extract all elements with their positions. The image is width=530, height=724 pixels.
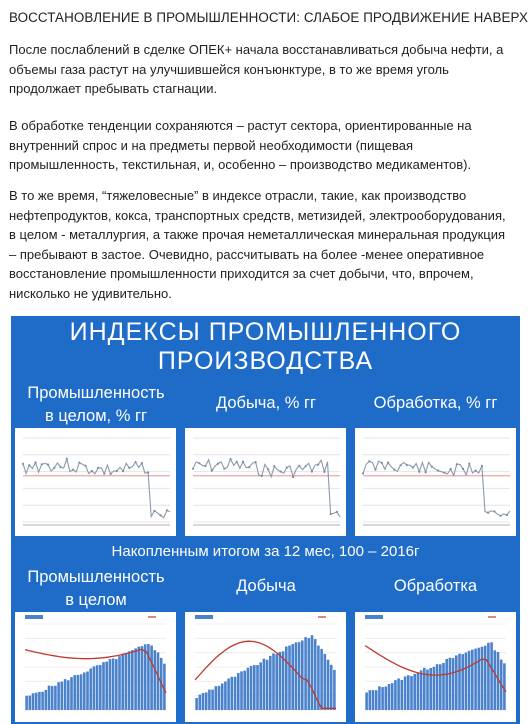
paragraph-line: После послаблений в сделке ОПЕК+ начала восстанавливаться добыча нефти, а	[9, 42, 504, 57]
chart-manufacturing-yoy	[355, 428, 516, 536]
bar	[199, 695, 202, 710]
paragraph-line: нисколько не удивительно.	[9, 285, 172, 301]
data-point	[204, 465, 206, 467]
chart-industry-yoy	[15, 428, 176, 536]
legend-swatch	[365, 615, 383, 619]
bar	[365, 693, 368, 711]
data-point	[418, 471, 420, 473]
bar	[385, 687, 388, 711]
data-point	[217, 463, 219, 465]
data-point	[128, 467, 130, 469]
data-point	[66, 458, 68, 460]
data-point	[141, 462, 143, 464]
bar	[221, 684, 224, 711]
label-line: Промышленность	[27, 384, 165, 402]
paragraph-line: продолжает пребывать стагнации.	[9, 81, 218, 96]
bar	[333, 670, 336, 710]
bar	[93, 666, 96, 710]
label-line: в целом	[65, 591, 127, 609]
data-point	[487, 512, 489, 514]
bar	[288, 646, 291, 711]
bar	[378, 686, 381, 710]
bar	[118, 656, 121, 710]
bar	[243, 671, 246, 710]
bar	[452, 658, 455, 710]
bar	[413, 674, 416, 710]
bar	[115, 659, 118, 710]
data-point	[481, 465, 483, 467]
paragraph-line: промышленность, текстильная, и, особенно – производство медикаментов).	[9, 157, 472, 172]
data-point	[255, 461, 257, 463]
data-point	[273, 465, 275, 467]
bar	[48, 686, 51, 710]
bar	[70, 677, 73, 710]
data-point	[53, 467, 55, 469]
bar	[157, 652, 160, 710]
data-point	[317, 464, 319, 466]
bar	[324, 654, 327, 710]
bar	[154, 650, 157, 710]
bar	[494, 650, 497, 710]
data-point	[261, 475, 263, 477]
bar	[247, 668, 250, 710]
bar	[138, 647, 141, 710]
bar	[38, 692, 41, 710]
bar	[211, 690, 214, 710]
bar	[330, 665, 333, 710]
bar	[105, 662, 108, 710]
bar	[125, 653, 128, 710]
data-point	[450, 468, 452, 470]
bar	[61, 682, 64, 710]
bar	[83, 673, 86, 711]
paragraph-line: В то же время, “тяжеловесные” в индексе отрасли, такие, как производство	[9, 188, 467, 203]
bar	[433, 667, 436, 710]
bar	[208, 690, 211, 710]
bar	[478, 648, 481, 710]
data-point	[280, 470, 282, 472]
bar	[253, 665, 256, 710]
infographic-title-line: ПРОИЗВОДСТВА	[157, 347, 374, 375]
article-heading: ВОССТАНОВЛЕНИЕ В ПРОМЫШЛЕННОСТИ: СЛАБОЕ ПРОДВИЖЕНИЕ НАВЕРХ	[9, 10, 528, 25]
data-point	[500, 515, 502, 517]
bar	[150, 646, 153, 711]
bar	[128, 651, 131, 710]
bar-chart-thumbnail	[355, 612, 516, 722]
chart-mining-yoy	[185, 428, 346, 536]
bar	[304, 637, 307, 710]
line-chart-thumbnail	[185, 428, 346, 536]
bar	[279, 652, 282, 710]
bar	[144, 644, 147, 710]
bar	[445, 659, 448, 710]
data-point	[103, 473, 105, 475]
bar	[35, 693, 38, 710]
data-point	[475, 470, 477, 472]
bar	[455, 655, 458, 710]
bar	[51, 686, 54, 710]
bar	[64, 679, 67, 710]
data-point	[192, 468, 194, 470]
bar	[263, 659, 266, 710]
bar	[458, 654, 461, 710]
data-point	[387, 462, 389, 464]
bar	[41, 692, 44, 710]
data-point	[399, 464, 401, 466]
bar	[234, 677, 237, 710]
bar	[404, 676, 407, 710]
data-point	[85, 465, 87, 467]
bar	[266, 660, 269, 710]
data-point	[47, 464, 49, 466]
data-point	[147, 471, 149, 473]
data-point	[135, 461, 137, 463]
bar-chart-thumbnail	[185, 612, 346, 722]
bar	[80, 674, 83, 710]
data-point	[122, 470, 124, 472]
bar	[314, 639, 317, 710]
bar	[67, 680, 70, 710]
bar	[205, 692, 208, 710]
bar	[375, 690, 378, 710]
chart-manufacturing-cumulative	[355, 612, 516, 722]
infographic-subtitle: Накопленным итогом за 12 мес, 100 – 2016г	[111, 543, 420, 560]
data-point	[305, 465, 307, 467]
label-manufacturing-yoy	[351, 392, 520, 415]
bar	[224, 682, 227, 711]
bar	[410, 676, 413, 710]
data-point	[323, 471, 325, 473]
label-industry-cumulative	[11, 566, 181, 612]
bar	[89, 669, 92, 711]
label-line: Обработка	[393, 577, 478, 595]
bar	[275, 654, 278, 710]
data-point	[267, 468, 269, 470]
bar	[73, 675, 76, 710]
paragraph-line: нефтепродуктов, кокса, транспортных средств, метизидей, электрооборудования,	[9, 207, 506, 223]
bar	[474, 649, 477, 710]
bar	[391, 683, 394, 710]
bar	[311, 635, 314, 710]
label-line: в целом, % гг	[44, 407, 148, 425]
data-point	[198, 462, 200, 464]
bar	[102, 662, 105, 710]
data-point	[286, 467, 288, 469]
paragraph-line: в целом - металлургия, а также прочая неметаллическая минеральная продукция	[9, 227, 506, 242]
bar	[109, 659, 112, 710]
label-manufacturing-cumulative	[351, 575, 520, 598]
data-point	[34, 461, 36, 463]
data-point	[393, 469, 395, 471]
data-point	[292, 476, 294, 478]
bar	[468, 651, 471, 710]
legend-swatch	[195, 615, 213, 619]
chart-mining-cumulative	[185, 612, 346, 722]
bar	[45, 690, 48, 710]
data-point	[242, 461, 244, 463]
data-point	[406, 464, 408, 466]
data-point	[59, 466, 61, 468]
data-point	[91, 470, 93, 472]
data-point	[443, 472, 445, 474]
bar	[327, 660, 330, 710]
bar	[231, 677, 234, 710]
data-point	[336, 511, 338, 513]
bar	[218, 686, 221, 710]
data-point	[22, 463, 24, 465]
paragraph-line: восстановление промышленности приходится за счет добычи, что, впрочем,	[9, 266, 474, 281]
bar	[369, 690, 372, 710]
bar	[54, 686, 57, 710]
paragraph-3	[9, 186, 521, 303]
data-point	[153, 510, 155, 512]
bar	[215, 686, 218, 710]
data-point	[28, 464, 30, 466]
bar	[381, 687, 384, 710]
data-point	[425, 471, 427, 473]
bar	[112, 658, 115, 710]
data-point	[412, 467, 414, 469]
paragraph-line: объемы газа растут на улучшившейся конъюнктуре, в то же время уголь	[9, 61, 449, 77]
bar	[77, 675, 80, 710]
bar	[487, 643, 490, 710]
bar	[131, 650, 134, 710]
bar	[237, 673, 240, 710]
bar	[439, 664, 442, 710]
bar	[301, 641, 304, 711]
line-chart-thumbnail	[355, 428, 516, 536]
infographic-title-line: ИНДЕКСЫ ПРОМЫШЛЕННОГО	[69, 318, 462, 346]
bar	[291, 644, 294, 710]
bar	[99, 665, 102, 710]
bar	[436, 664, 439, 710]
bar	[490, 642, 493, 710]
bar	[259, 662, 262, 710]
data-point	[223, 468, 225, 470]
label-line: Добыча, % гг	[215, 394, 317, 412]
bar	[471, 650, 474, 710]
data-point	[116, 470, 118, 472]
bar	[269, 656, 272, 710]
bar	[240, 671, 243, 710]
bar	[449, 658, 452, 710]
bar	[250, 666, 253, 710]
bar	[465, 653, 468, 711]
data-point	[381, 462, 383, 464]
data-point	[493, 510, 495, 512]
label-line: Добыча	[236, 577, 296, 595]
label-mining-cumulative	[181, 575, 351, 598]
bar	[86, 672, 89, 711]
chart-industry-cumulative	[15, 612, 176, 722]
bar	[426, 670, 429, 711]
bar	[202, 693, 205, 710]
paragraph-line: В обработке тенденции сохраняются – растут сектора, ориентированные на	[9, 118, 472, 133]
bar	[96, 665, 99, 710]
bar	[394, 680, 397, 710]
bar	[461, 654, 464, 710]
data-point	[330, 513, 332, 515]
bar	[320, 649, 323, 710]
data-point	[72, 469, 74, 471]
data-point	[462, 468, 464, 470]
bar	[417, 673, 420, 710]
label-mining-yoy	[181, 392, 351, 415]
line-chart-thumbnail	[15, 428, 176, 536]
data-point	[374, 469, 376, 471]
label-industry-yoy	[11, 382, 181, 428]
bar	[388, 684, 391, 710]
legend-swatch	[25, 615, 43, 619]
bar	[29, 696, 32, 710]
data-point	[211, 470, 213, 472]
data-point	[229, 458, 231, 460]
data-point	[431, 466, 433, 468]
data-point	[236, 461, 238, 463]
bar	[481, 647, 484, 710]
bar	[227, 679, 230, 711]
paragraph-2	[9, 116, 521, 175]
bar	[134, 648, 137, 710]
bar	[503, 663, 506, 710]
paragraph-line: внутренний спрос и на предметы первой необходимости (пищевая	[9, 137, 414, 153]
bar	[141, 646, 144, 710]
bar	[25, 696, 28, 710]
bar	[397, 679, 400, 711]
bar	[308, 638, 311, 710]
bar	[285, 647, 288, 711]
label-line: Обработка, % гг	[373, 394, 498, 412]
data-point	[456, 463, 458, 465]
bar	[372, 690, 375, 710]
bar	[195, 698, 198, 710]
paragraph-1	[9, 40, 521, 99]
data-point	[437, 470, 439, 472]
data-point	[506, 514, 508, 516]
data-point	[468, 463, 470, 465]
data-point	[97, 467, 99, 469]
bar	[32, 693, 35, 710]
paragraph-line: – пребывают в застое. Очевидно, рассчитывать на более -менее оперативное	[9, 246, 485, 262]
label-line: Промышленность	[27, 568, 165, 586]
bar-chart-thumbnail	[15, 612, 176, 722]
bar	[407, 675, 410, 710]
bar	[256, 665, 259, 710]
bar	[420, 670, 423, 710]
data-point	[160, 514, 162, 516]
bar	[484, 646, 487, 710]
data-point	[298, 465, 300, 467]
bar	[272, 653, 275, 710]
data-point	[368, 460, 370, 462]
data-point	[362, 472, 364, 474]
bar	[442, 663, 445, 710]
data-point	[41, 463, 43, 465]
data-point	[78, 462, 80, 464]
data-point	[311, 470, 313, 472]
bar	[295, 642, 298, 710]
bar	[121, 654, 124, 710]
data-point	[166, 509, 168, 511]
bar	[401, 680, 404, 710]
data-point	[110, 473, 112, 475]
industrial-indices-infographic	[11, 316, 520, 724]
data-point	[248, 466, 250, 468]
bar	[57, 682, 60, 710]
